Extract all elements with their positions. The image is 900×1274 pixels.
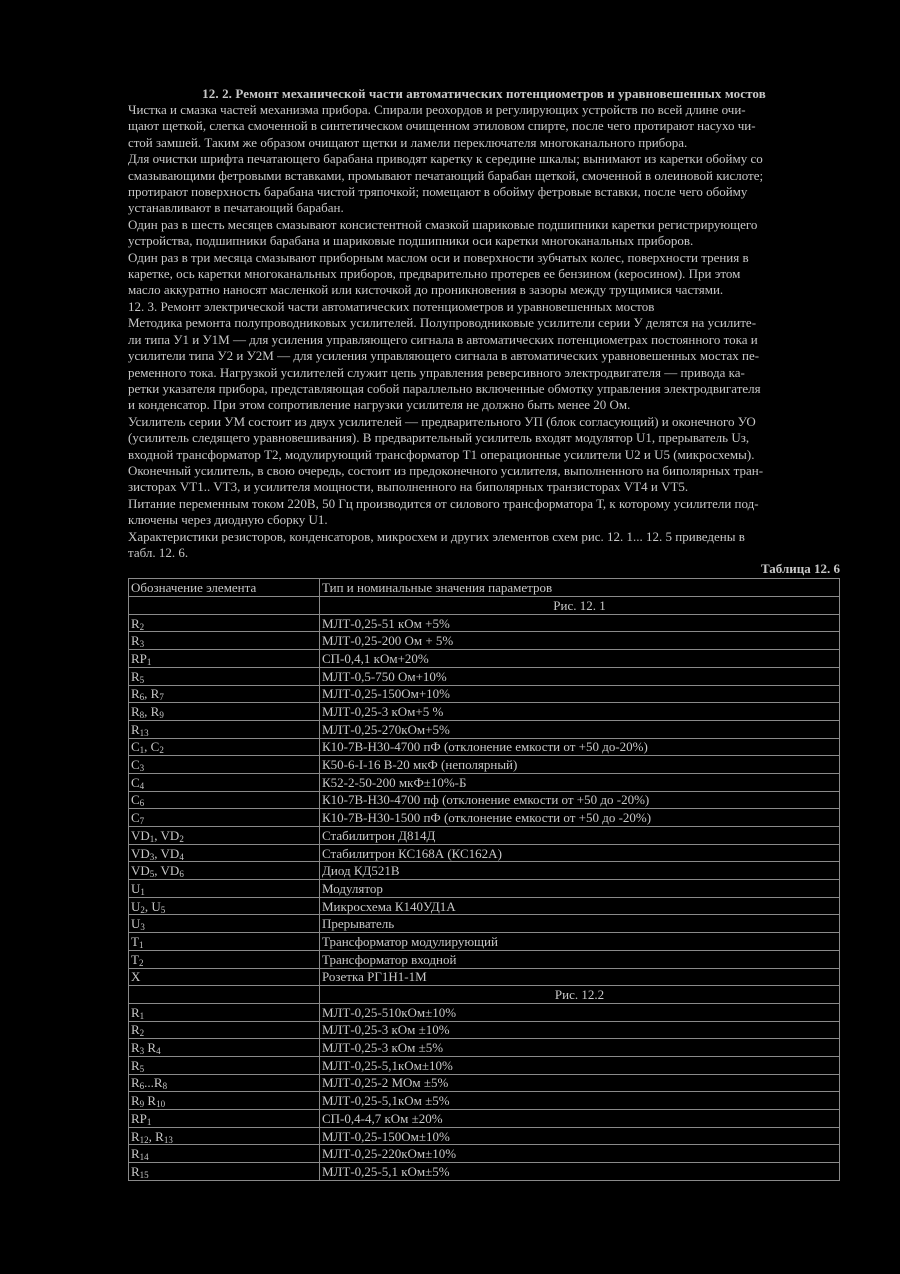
element-designation: $VD_3$, $VD_4$ bbox=[129, 844, 320, 862]
table-row bbox=[129, 1163, 840, 1181]
element-designation: $R_{15}$ bbox=[129, 1163, 320, 1181]
text-line: масло аккуратно наносят масленкой или кисточкой до проникновения в зазоры между трущимися частями. bbox=[128, 282, 724, 298]
table-row bbox=[129, 809, 840, 827]
element-parameters: Розетка РГ1Н1-1М bbox=[320, 968, 840, 986]
element-parameters: Стабилитрон Д814Д bbox=[320, 827, 840, 845]
text-line: Характеристики резисторов, конденсаторов, микросхем и других элементов схем рис. 12. 1... 12. 5 приведены в bbox=[128, 528, 745, 544]
group-label: Рис. 12.2 bbox=[320, 986, 840, 1004]
element-parameters: МЛТ-0,25-220кОм±10% bbox=[320, 1145, 840, 1163]
table-row bbox=[129, 791, 840, 809]
text-line: Чистка и смазка частей механизма прибора. Спирали реохордов и регулирующих устройств по всей длине очи- bbox=[128, 102, 746, 117]
group-label: Рис. 12. 1 bbox=[320, 597, 840, 615]
element-designation: $R_8$, $R_9$ bbox=[129, 703, 320, 721]
text-line: усилители типа У2 и У2М — для усиления управляющего сигнала в автоматических уравновешенных мостах пе- bbox=[128, 348, 760, 364]
table-row bbox=[129, 844, 840, 862]
text-line: смазывающими фетровыми вставками, промывают печатающий барабан щеткой, смоченной в олеиновой кислоте; bbox=[128, 167, 764, 183]
text-line: ли типа У1 и У1М — для усиления управляющего сигнала в автоматических потенциометрах постоянного тока и bbox=[128, 331, 758, 347]
element-parameters: К52-2-50-200 мкФ±10%-Б bbox=[320, 773, 840, 791]
table-row bbox=[129, 756, 840, 774]
text-line: устанавливают в печатающий барабан. bbox=[128, 200, 344, 216]
element-designation: $R_{13}$ bbox=[129, 720, 320, 738]
header-designation: Обозначение элемента bbox=[129, 579, 320, 597]
table-row bbox=[129, 915, 840, 933]
element-designation: $R_3$ $R_4$ bbox=[129, 1039, 320, 1057]
element-parameters: МЛТ-0,25-5,1кОм±10% bbox=[320, 1056, 840, 1074]
element-parameters: МЛТ-0,25-5,1 кОм±5% bbox=[320, 1163, 840, 1181]
element-parameters: СП-0,4-4,7 кОм ±20% bbox=[320, 1110, 840, 1128]
element-designation: $R_3$ bbox=[129, 632, 320, 650]
element-parameters: МЛТ-0,25-270кОм+5% bbox=[320, 720, 840, 738]
table-row bbox=[129, 1127, 840, 1145]
element-designation: $U_1$ bbox=[129, 880, 320, 898]
element-parameters: МЛТ-0,25-150Ом+10% bbox=[320, 685, 840, 703]
element-designation: $R_6$, $R_7$ bbox=[129, 685, 320, 703]
text-line: Один раз в три месяца смазывают приборным маслом оси и поверхности зубчатых колес, поверхности трения в bbox=[128, 249, 749, 265]
header-parameters: Тип и номинальные значения параметров bbox=[320, 579, 840, 597]
element-parameters: МЛТ-0,25-5,1кОм ±5% bbox=[320, 1092, 840, 1110]
text-line: ременного тока. Нагрузкой усилителей служит цепь управления реверсивного электродвигателя — привода ка- bbox=[128, 364, 745, 380]
element-parameters: Трансформатор модулирующий bbox=[320, 933, 840, 951]
table-row bbox=[129, 827, 840, 845]
element-designation: $C_7$ bbox=[129, 809, 320, 827]
section-heading: 12. 2. Ремонт механической части автоматических потенциометров и уравновешенных мостов bbox=[202, 86, 766, 101]
table-row bbox=[129, 933, 840, 951]
element-parameters: СП-0,4,1 кОм+20% bbox=[320, 650, 840, 668]
element-parameters: Микросхема К140УД1А bbox=[320, 897, 840, 915]
element-designation: $R_1$ bbox=[129, 1003, 320, 1021]
table-row bbox=[129, 1145, 840, 1163]
table-row bbox=[129, 685, 840, 703]
element-designation: $R_9$ $R_{10}$ bbox=[129, 1092, 320, 1110]
element-designation: $U_3$ bbox=[129, 915, 320, 933]
table-row bbox=[129, 968, 840, 986]
group-empty-cell bbox=[129, 597, 320, 615]
element-parameters: Стабилитрон КС168А (КС162А) bbox=[320, 844, 840, 862]
text-line: стой замшей. Таким же образом очищают щетки и ламели переключателя многоканального прибора. bbox=[128, 134, 688, 150]
table-row bbox=[129, 632, 840, 650]
element-parameters: МЛТ-0,25-51 кОм +5% bbox=[320, 614, 840, 632]
element-designation: $T_1$ bbox=[129, 933, 320, 951]
element-designation: $R_6...R_8$ bbox=[129, 1074, 320, 1092]
element-designation: $C_3$ bbox=[129, 756, 320, 774]
element-parameters: Диод КД521В bbox=[320, 862, 840, 880]
body-text bbox=[128, 102, 840, 561]
text-line: устройства, подшипники барабана и шариковые подшипники оси каретки многоканальных приборов. bbox=[128, 233, 694, 249]
element-parameters: МЛТ-0,25-200 Ом + 5% bbox=[320, 632, 840, 650]
element-parameters: К50-6-I-16 В-20 мкФ (неполярный) bbox=[320, 756, 840, 774]
table-row bbox=[129, 614, 840, 632]
table-row bbox=[129, 1003, 840, 1021]
element-parameters: МЛТ-0,25-2 МОм ±5% bbox=[320, 1074, 840, 1092]
text-line: Один раз в шесть месяцев смазывают консистентной смазкой шариковые подшипники каретки регистрирующего bbox=[128, 216, 758, 232]
table-row bbox=[129, 720, 840, 738]
text-line: каретке, ось каретки многоканальных приборов, предварительно протерев ее бензином (керосином). При этом bbox=[128, 266, 741, 282]
table-row bbox=[129, 773, 840, 791]
document-content bbox=[128, 86, 840, 1181]
table-row bbox=[129, 862, 840, 880]
text-line: (усилитель следящего уравновешивания). В предварительный усилитель входят модулятор U1, прерыватель Uз, bbox=[128, 430, 750, 446]
element-parameters: К10-7В-Н30-1500 пФ (отклонение емкости от +50 до -20%) bbox=[320, 809, 840, 827]
element-designation: $R_5$ bbox=[129, 1056, 320, 1074]
table-row bbox=[129, 703, 840, 721]
element-parameters: МЛТ-0,25-3 кОм ±10% bbox=[320, 1021, 840, 1039]
text-line: Методика ремонта полупроводниковых усилителей. Полупроводниковые усилители серии У делятся на усилите- bbox=[128, 315, 757, 331]
element-parameters: Прерыватель bbox=[320, 915, 840, 933]
text-line: зисторах VT1.. VT3, и усилителя мощности, выполненного на биполярных транзисторах VT4 и VT5. bbox=[128, 479, 689, 495]
element-parameters: К10-7В-Н30-4700 пФ (отклонение емкости от +50 до-20%) bbox=[320, 738, 840, 756]
element-parameters: Модулятор bbox=[320, 880, 840, 898]
element-designation: $U_2$, $U_5$ bbox=[129, 897, 320, 915]
element-designation: $T_2$ bbox=[129, 950, 320, 968]
text-line: табл. 12. 6. bbox=[128, 544, 189, 560]
text-line: 12. 3. Ремонт электрической части автоматических потенциометров и уравновешенных мостов bbox=[128, 298, 655, 314]
element-parameters: МЛТ-0,25-3 кОм+5 % bbox=[320, 703, 840, 721]
element-designation: $C_6$ bbox=[129, 791, 320, 809]
table-row bbox=[129, 1110, 840, 1128]
element-designation: $C_1$, $C_2$ bbox=[129, 738, 320, 756]
text-line: Для очистки шрифта печатающего барабана приводят каретку к середине шкалы; вынимают из каретки обойму со bbox=[128, 151, 763, 167]
text-line: Питание переменным током 220В, 50 Гц производится от силового трансформатора Т, к которому усилители под- bbox=[128, 495, 759, 511]
element-designation: $RP_1$ bbox=[129, 650, 320, 668]
element-designation: $R_5$ bbox=[129, 667, 320, 685]
element-designation: $R_{12}$, $R_{13}$ bbox=[129, 1127, 320, 1145]
table-row bbox=[129, 880, 840, 898]
element-designation: X bbox=[129, 968, 320, 986]
element-designation: $R_2$ bbox=[129, 1021, 320, 1039]
text-line: щают щеткой, слегка смоченной в синтетическом очищенном этиловом спирте, после чего протирают насухо чи- bbox=[128, 118, 756, 134]
table-header-row bbox=[129, 579, 840, 597]
element-designation: $R_{14}$ bbox=[129, 1145, 320, 1163]
element-parameters: МЛТ-0,25-3 кОм ±5% bbox=[320, 1039, 840, 1057]
element-parameters: МЛТ-0,5-750 Ом+10% bbox=[320, 667, 840, 685]
table-row bbox=[129, 950, 840, 968]
table-row bbox=[129, 1056, 840, 1074]
table-row bbox=[129, 738, 840, 756]
table-row bbox=[129, 1074, 840, 1092]
table-caption: Таблица 12. 6 bbox=[760, 561, 840, 577]
group-empty-cell bbox=[129, 986, 320, 1004]
table-row bbox=[129, 1039, 840, 1057]
table-row bbox=[129, 1092, 840, 1110]
table-group-row bbox=[129, 597, 840, 615]
element-designation: $R_2$ bbox=[129, 614, 320, 632]
table-group-row bbox=[129, 986, 840, 1004]
text-line: и конденсатор. При этом сопротивление нагрузки усилителя не должно быть менее 20 Ом. bbox=[128, 397, 631, 413]
table-row bbox=[129, 650, 840, 668]
element-designation: $RP_1$ bbox=[129, 1110, 320, 1128]
table-row bbox=[129, 897, 840, 915]
text-line: ключены через диодную сборку U1. bbox=[128, 512, 328, 528]
text-line: Усилитель серии УМ состоит из двух усилителей — предварительного УП (блок согласующий) и оконечного УО bbox=[128, 413, 756, 429]
element-designation: $VD_1$, $VD_2$ bbox=[129, 827, 320, 845]
components-table bbox=[128, 578, 840, 1180]
element-parameters: МЛТ-0,25-510кОм±10% bbox=[320, 1003, 840, 1021]
element-designation: $C_4$ bbox=[129, 773, 320, 791]
element-parameters: Трансформатор входной bbox=[320, 950, 840, 968]
element-parameters: К10-7В-Н30-4700 пф (отклонение емкости от +50 до -20%) bbox=[320, 791, 840, 809]
text-line: протирают поверхность барабана чистой тряпочкой; помещают в обойму фетровые вставки, после чего обойму bbox=[128, 184, 748, 200]
table-row bbox=[129, 1021, 840, 1039]
table-row bbox=[129, 667, 840, 685]
element-designation: $VD_5$, $VD_6$ bbox=[129, 862, 320, 880]
text-line: Оконечный усилитель, в свою очередь, состоит из предоконечного усилителя, выполненного на биполярных тран- bbox=[128, 462, 764, 478]
text-line: ретки указателя прибора, представляющая собой параллельно включенные обмотку управления электродвигателя bbox=[128, 380, 761, 396]
element-parameters: МЛТ-0,25-150Ом±10% bbox=[320, 1127, 840, 1145]
text-line: входной трансформатор Т2, модулирующий трансформатор Т1 операционные усилители U2 и U5 (микросхемы). bbox=[128, 446, 755, 462]
